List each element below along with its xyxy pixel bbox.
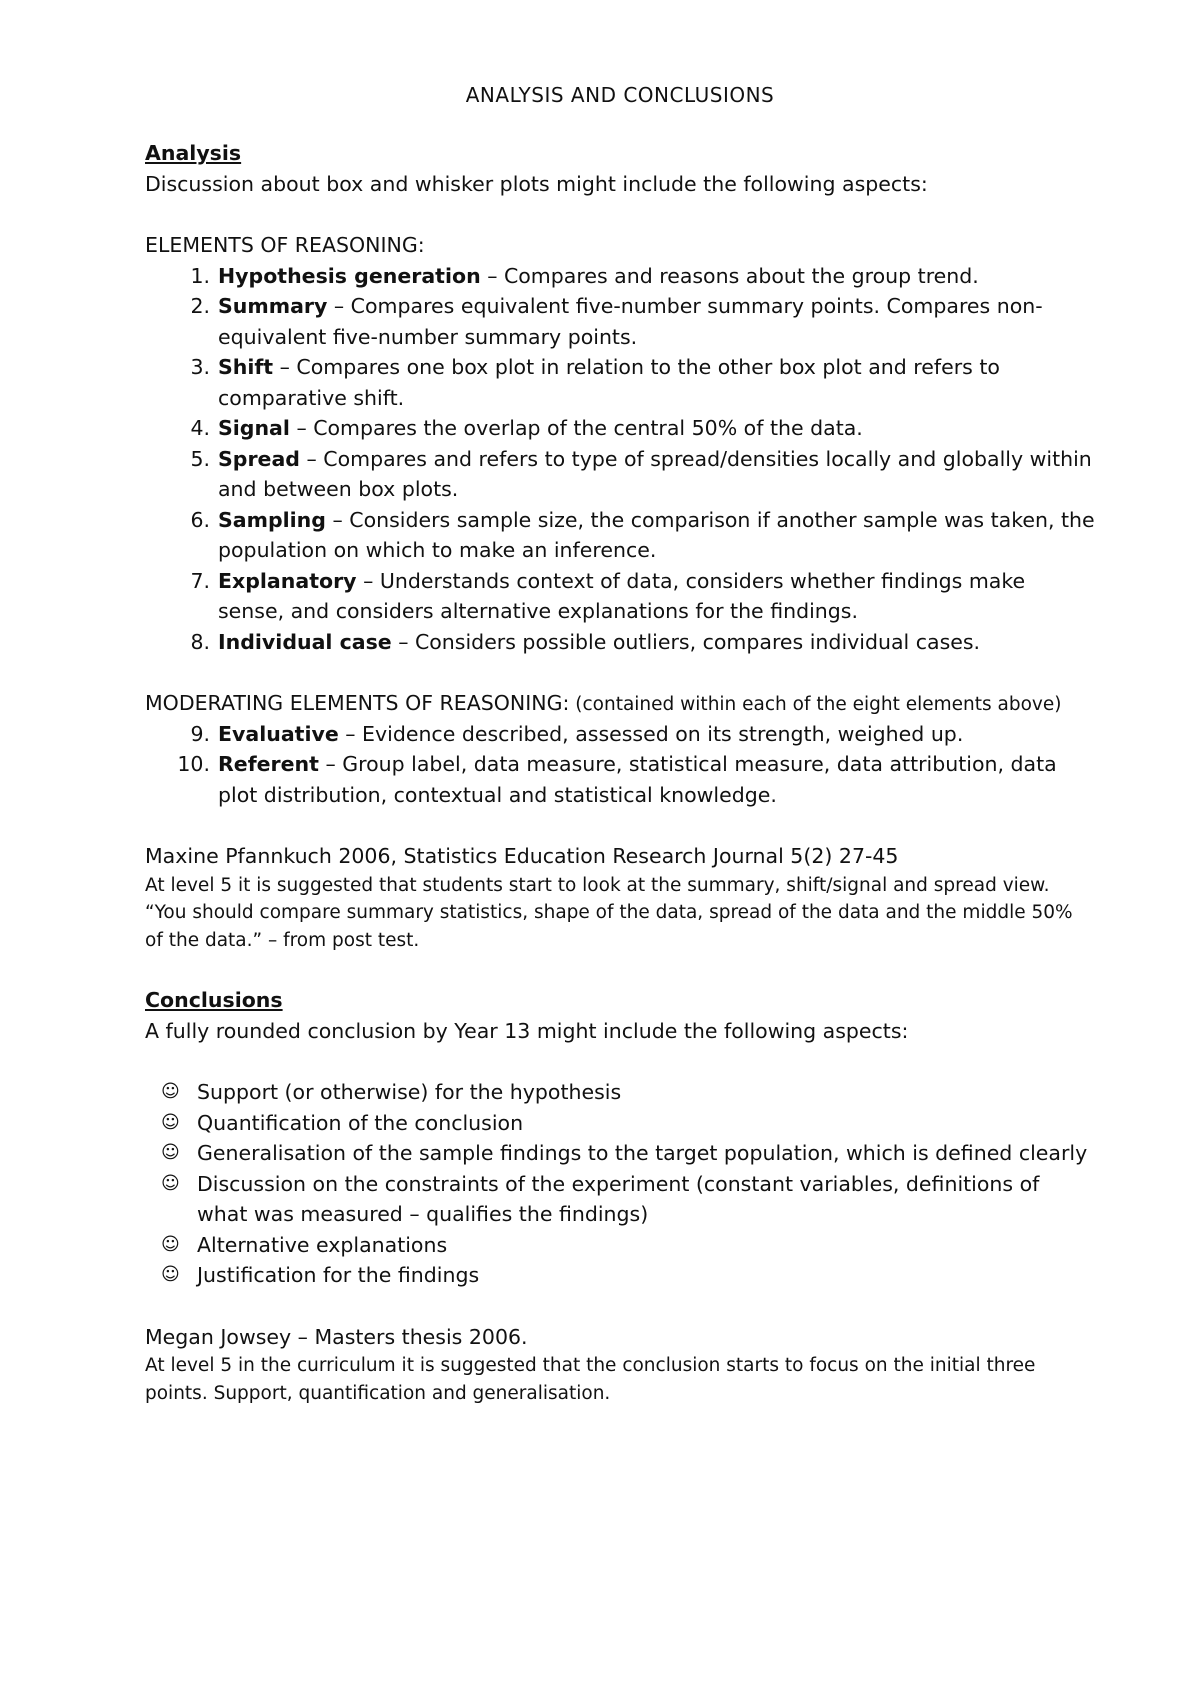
item-number: 10. (177, 752, 210, 776)
list-item (145, 444, 1095, 505)
item-term: Summary (218, 294, 328, 318)
item-text: – Understands context of data, considers whether findings make sense, and considers alternative explanations for the findings. (218, 568, 1026, 623)
item-text: – Compares the overlap of the central 50% of the data. (289, 416, 863, 440)
item-text: Discussion on the constraints of the experiment (constant variables, definitions of what was measured – qualifies the findings) (197, 1171, 1040, 1226)
list-item (145, 627, 1095, 658)
item-text: Justification for the findings (197, 1263, 480, 1287)
item-number: 4. (190, 416, 210, 440)
list-item (145, 1230, 1095, 1261)
item-number: 7. (190, 568, 210, 593)
item-text: – Evidence described, assessed on its strength, weighed up. (338, 721, 964, 746)
list-item (145, 505, 1095, 566)
list-item (145, 352, 1095, 413)
item-text: Generalisation of the sample findings to the target population, which is defined clearly (197, 1141, 1088, 1165)
analysis-citation: Maxine Pfannkuch 2006, Statistics Education Research Journal 5(2) 27-45 (145, 844, 899, 868)
list-item (145, 261, 1095, 292)
item-term: Explanatory (218, 568, 357, 593)
smiley-icon: ☺ (161, 1142, 180, 1163)
item-term: Signal (218, 416, 290, 440)
item-term: Spread (218, 446, 300, 471)
list-item (145, 1260, 1095, 1291)
document-content (145, 80, 1095, 1407)
analysis-intro: Discussion about box and whisker plots might include the following aspects: (145, 171, 928, 196)
conclusions-citation-note: At level 5 in the curriculum it is suggested that the conclusion starts to focus on the initial three points. Support, quantification and generalisation. (145, 1355, 1036, 1404)
item-text: – Compares and reasons about the group trend. (480, 263, 979, 288)
item-term: Sampling (218, 507, 326, 532)
item-number: 8. (190, 629, 210, 654)
item-number: 3. (190, 355, 210, 379)
item-term: Evaluative (218, 721, 339, 746)
smiley-icon: ☺ (161, 1233, 180, 1255)
list-item (145, 1077, 1095, 1108)
elements-list (145, 261, 1095, 658)
moderating-elements-heading (145, 688, 1095, 719)
smiley-icon: ☺ (161, 1172, 180, 1194)
item-text: – Compares and refers to type of spread/densities locally and globally within and between box plots. (218, 446, 1092, 501)
moderating-heading-text: MODERATING ELEMENTS OF REASONING: (145, 691, 570, 715)
page-title: ANALYSIS AND CONCLUSIONS (465, 83, 775, 107)
item-text: Support (or otherwise) for the hypothesis (197, 1080, 622, 1104)
moderating-note: (contained within each of the eight elements above) (569, 694, 1062, 715)
list-item (145, 749, 1095, 810)
smiley-icon: ☺ (161, 1264, 180, 1285)
smiley-icon: ☺ (161, 1111, 180, 1133)
conclusions-citation: Megan Jowsey – Masters thesis 2006. (145, 1324, 528, 1349)
conclusions-list (145, 1077, 1095, 1291)
analysis-citation-note: At level 5 it is suggested that students start to look at the summary, shift/signal and spread view. (145, 874, 1050, 896)
item-text: – Compares equivalent five-number summary points. Compares non-equivalent five-number summary points. (218, 294, 1043, 349)
elements-heading: ELEMENTS OF REASONING: (145, 233, 425, 257)
item-text: Alternative explanations (197, 1232, 448, 1257)
list-item (145, 1138, 1095, 1169)
list-item (145, 413, 1095, 444)
list-item (145, 1169, 1095, 1230)
list-item (145, 291, 1095, 352)
item-text: – Group label, data measure, statistical measure, data attribution, data plot distribution, contextual and statistical knowledge. (218, 752, 1057, 807)
item-text: – Considers sample size, the comparison if another sample was taken, the population on which to make an inference. (218, 507, 1095, 562)
list-item (145, 1108, 1095, 1139)
item-text: – Considers possible outliers, compares individual cases. (391, 629, 981, 654)
item-term: Shift (218, 355, 274, 379)
conclusions-intro: A fully rounded conclusion by Year 13 might include the following aspects: (145, 1018, 909, 1043)
item-number: 1. (190, 263, 210, 288)
moderating-elements-list (145, 719, 1095, 811)
conclusions-heading: Conclusions (145, 988, 283, 1012)
item-number: 5. (190, 446, 210, 471)
item-text: Quantification of the conclusion (197, 1110, 524, 1135)
item-text: – Compares one box plot in relation to the other box plot and refers to comparative shift. (218, 355, 1000, 410)
item-term: Referent (218, 752, 319, 776)
analysis-citation-quote: “You should compare summary statistics, shape of the data, spread of the data and the middle 50% of the data.” – from post test. (145, 902, 1073, 951)
item-term: Hypothesis generation (218, 263, 481, 288)
item-term: Individual case (218, 629, 392, 654)
item-number: 2. (190, 294, 210, 318)
list-item (145, 719, 1095, 750)
list-item (145, 566, 1095, 627)
analysis-heading: Analysis (145, 141, 242, 165)
item-number: 6. (190, 507, 210, 532)
item-number: 9. (190, 721, 210, 746)
smiley-icon: ☺ (161, 1081, 180, 1102)
